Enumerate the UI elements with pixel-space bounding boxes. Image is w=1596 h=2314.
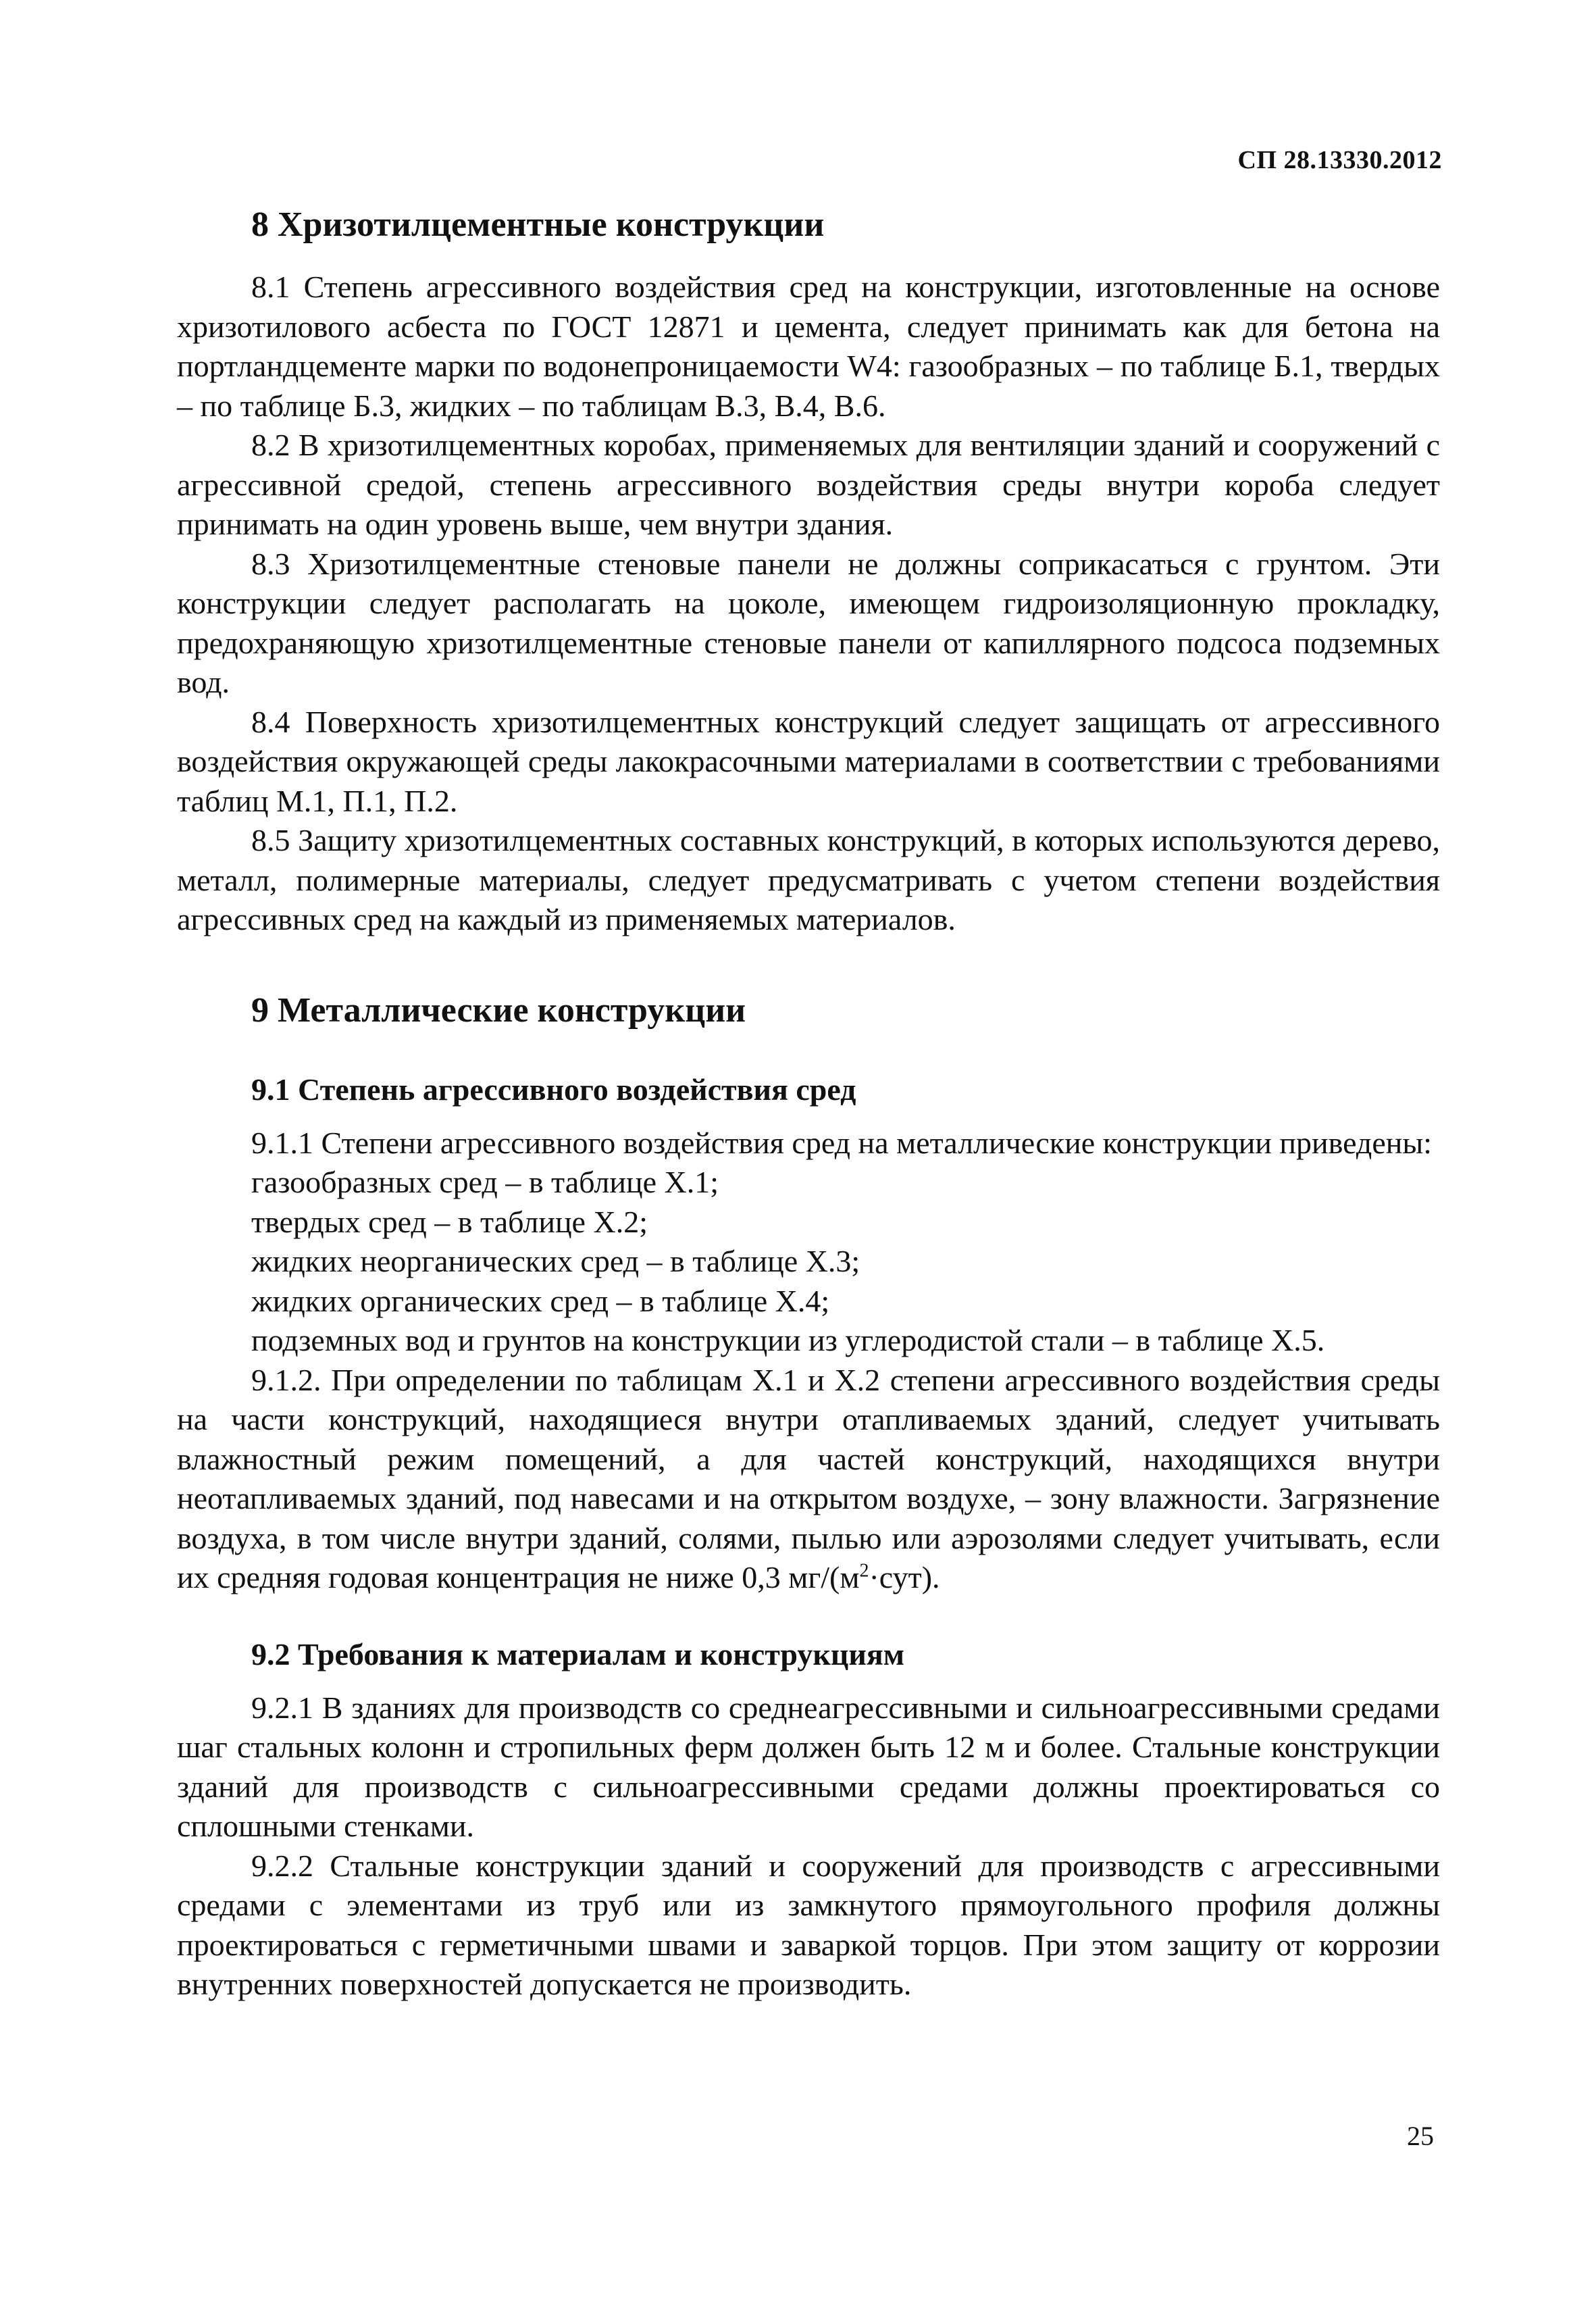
list-item: твердых сред – в таблице Х.2; [251,1204,648,1239]
paragraph-9-1-2 [177,1361,1440,1598]
paragraph-8-1: 8.1 Степень агрессивного воздействия сред на конструкции, изготовленные на основе хризотилового асбеста по ГОСТ 12871 и цемента, следует принимать как для бетона на портландцементе марки по водонепроницаемости W4: газообразных – по таблице Б.1, твердых – по таблице Б.3, жидких – по таблицам В.3, В.4, В.6. [177,270,1440,423]
paragraph-8-2: 8.2 В хризотилцементных коробах, применяемых для вентиляции зданий и сооружений с агрессивной средой, степень агрессивного воздействия среды внутри короба следует принимать на один уровень выше, чем внутри здания. [177,428,1440,541]
list-item: жидких органических сред – в таблице Х.4; [251,1283,830,1318]
superscript-2: 2 [859,1560,869,1582]
subsection-9-1-heading: 9.1 Степень агрессивного воздействия сред [251,1072,856,1107]
paragraph-8-5: 8.5 Защиту хризотилцементных составных конструкций, в которых используются дерево, металл, полимерные материалы, следует предусматривать с учетом степени воздействия агрессивных сред на каждый из применяемых материалов. [177,823,1440,936]
paragraph-8-3: 8.3 Хризотилцементные стеновые панели не должны соприкасаться с грунтом. Эти конструкции следует располагать на цоколе, имеющем гидроизоляционную прокладку, предохраняющую хризотилцементные стеновые панели от капиллярного подсоса подземных вод. [177,546,1440,699]
paragraph-9-1-1: 9.1.1 Степени агрессивного воздействия сред на металлические конструкции приведены: [251,1125,1433,1160]
paragraph-9-2-2: 9.2.2 Стальные конструкции зданий и сооружений для производств с агрессивными средами с элементами из труб или из замкнутого прямоугольного профиля должны проектироваться с герметичными швами и заваркой торцов. При этом защиту от коррозии внутренних поверхностей допускается не производить. [177,1848,1440,2001]
paragraph-9-1-2-end: ·сут). [869,1560,940,1594]
paragraph-9-1-2-text: 9.1.2. При определении по таблицам Х.1 и Х.2 степени агрессивного воздействия среды на части конструкций, находящиеся внутри отапливаемых зданий, следует учитывать влажностный режим помещений, а для частей конструкций, находящихся внутри неотапливаемых зданий, под навесами и на открытом воздухе, – зону влажности. Загрязнение воздуха, в том числе внутри зданий, солями, пылью или аэрозолями следует учитывать, если их средняя годовая концентрация не ниже 0,3 мг/(м [177,1362,1440,1594]
document-code: СП 28.13330.2012 [1237,146,1442,174]
list-item: жидких неорганических сред – в таблице Х.3; [251,1244,860,1278]
page-content [177,189,1440,2005]
paragraph-9-2-1: 9.2.1 В зданиях для производств со среднеагрессивными и сильноагрессивными средами шаг стальных колонн и стропильных ферм должен быть 12 м и более. Стальные конструкции зданий для производств с сильноагрессивными средами должны проектироваться со сплошными стенками. [177,1690,1440,1843]
list-item: подземных вод и грунтов на конструкции из углеродистой стали – в таблице Х.5. [251,1323,1325,1357]
section-9-heading: 9 Металлические конструкции [251,990,746,1030]
section-8-heading: 8 Хризотилцементные конструкции [251,205,825,244]
page-number: 25 [1407,2121,1434,2151]
subsection-9-2-heading: 9.2 Требования к материалам и конструкциям [251,1636,905,1671]
paragraph-8-4: 8.4 Поверхность хризотилцементных конструкций следует защищать от агрессивного воздействия окружающей среды лакокрасочными материалами в соответствии с требованиями таблиц М.1, П.1, П.2. [177,704,1440,818]
list-item: газообразных сред – в таблице Х.1; [251,1165,719,1199]
